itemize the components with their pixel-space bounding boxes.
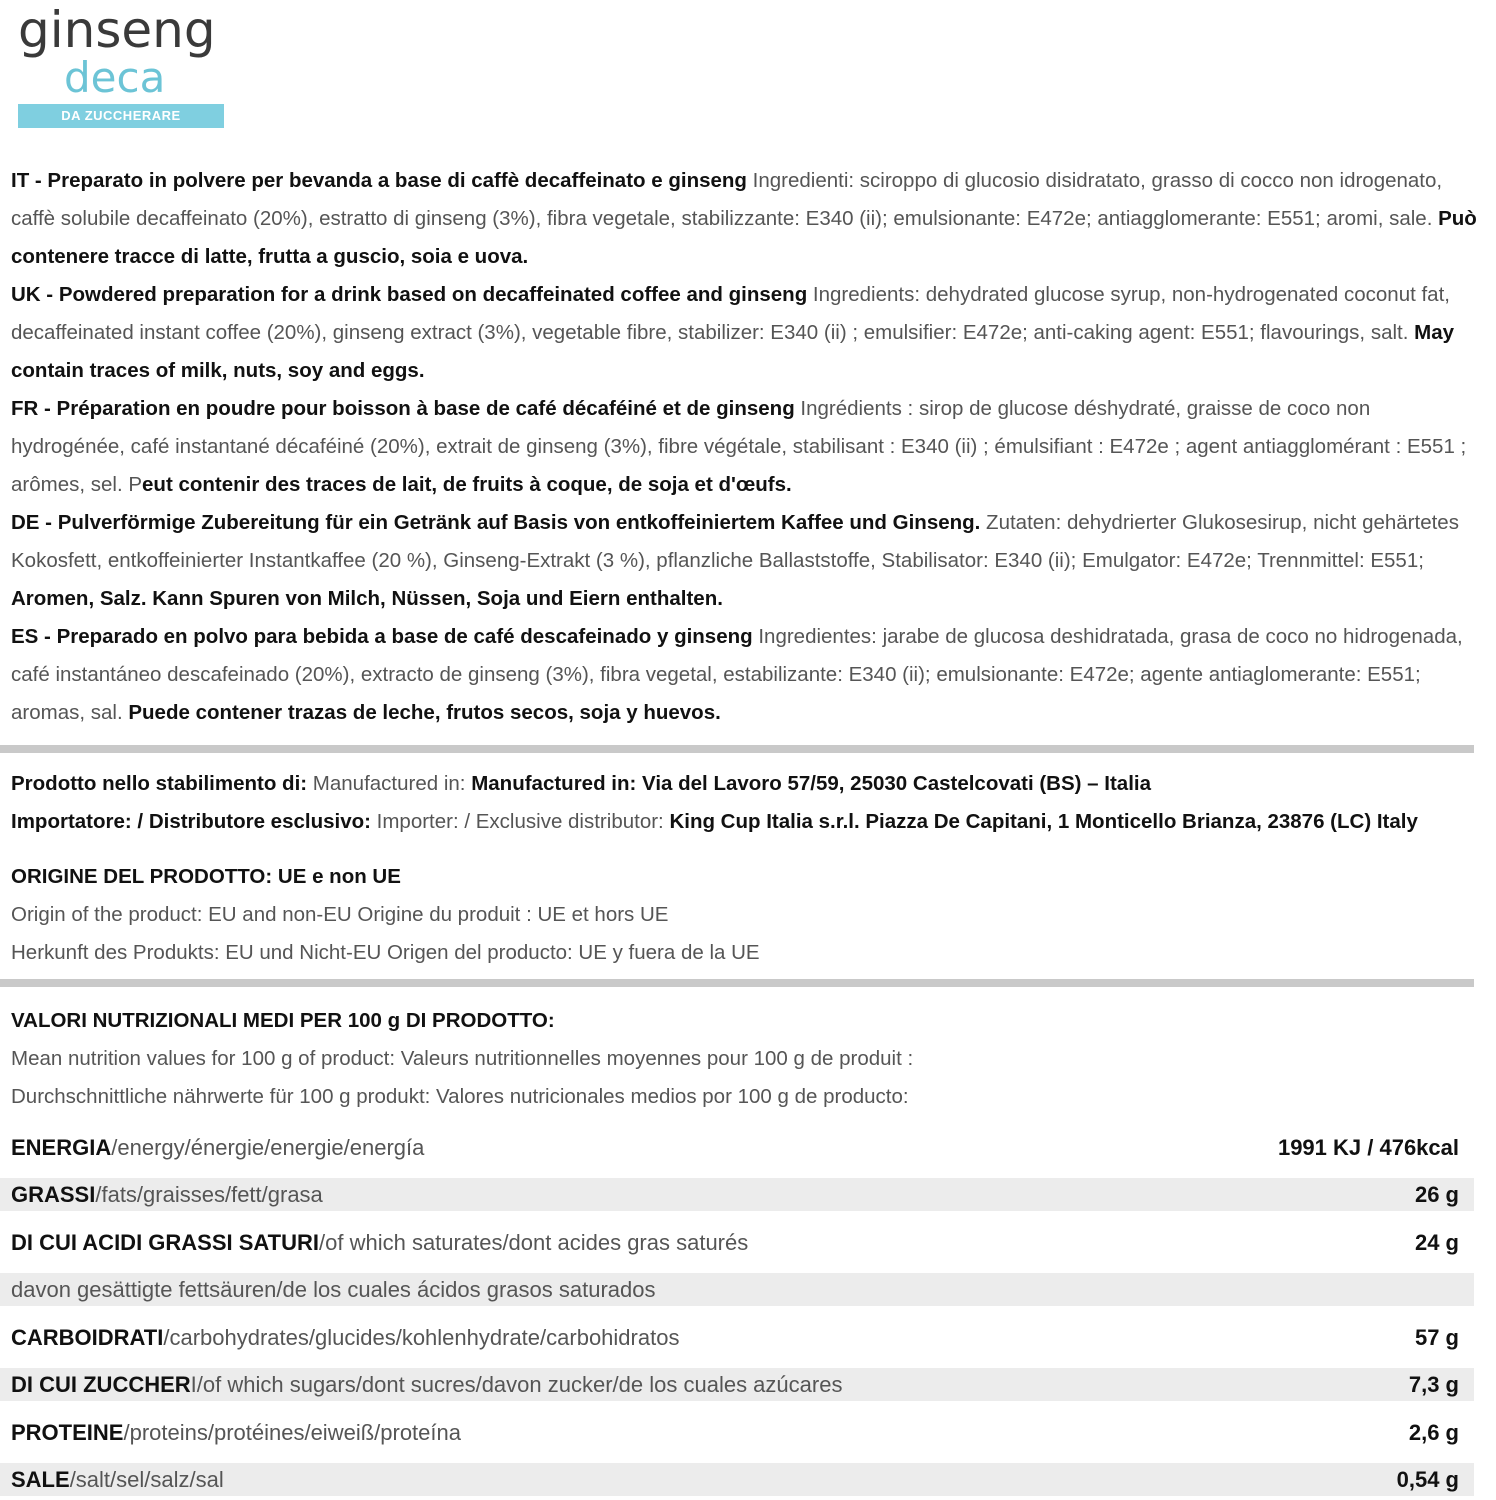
section-divider: [0, 979, 1474, 987]
manufacturer-address: Manufactured in: Via del Lavoro 57/59, 25030 Castelcovati (BS) – Italia: [471, 772, 1151, 795]
nutrient-translations: /salt/sel/salz/sal: [69, 1467, 224, 1492]
ingredients-es: [11, 618, 1488, 732]
ingredients-uk-title: UK - Powdered preparation for a drink based on decaffeinated coffee and ginseng: [11, 283, 808, 306]
ingredients-uk-list: Ingredients: dehydrated glucose syrup, non-hydrogenated coconut fat, decaffeinated instant coffee (20%), ginseng extract (3%), vegetable fibre, stabilizer: E340 (ii) ; emulsifier: E472e; anti-caking agent: E551; flavourings, salt.: [11, 283, 1450, 344]
ingredients-it: [11, 162, 1488, 276]
nutrition-subtitle-1: Mean nutrition values for 100 g of product: Valeurs nutritionnelles moyennes pour 100 g de produit :: [11, 1047, 914, 1070]
nutrient-value: 2,6 g: [1408, 1420, 1459, 1445]
nutrient-value: 0,54 g: [1396, 1467, 1459, 1492]
section-divider: [0, 745, 1474, 753]
manufacturer-label: Prodotto nello stabilimento di:: [11, 772, 308, 795]
nutrient-label: [11, 1321, 679, 1354]
nutrient-name: CARBOIDRATI: [11, 1325, 164, 1350]
nutrient-label: [11, 1131, 424, 1164]
logo-badge: DA ZUCCHERARE: [18, 104, 224, 128]
table-row: [0, 1131, 1474, 1164]
brand-logo: [18, 2, 228, 128]
nutrition-subtitle-2: Durchschnittliche nährwerte für 100 g produkt: Valores nutricionales medios por 100 g de producto:: [11, 1085, 909, 1108]
nutrient-value: 57 g: [1414, 1325, 1459, 1350]
ingredients-uk-allergens: May contain traces of milk, nuts, soy and eggs.: [11, 321, 1455, 382]
importer-label: Importatore: / Distributore esclusivo:: [11, 810, 371, 833]
nutrient-translations: /of which saturates/dont acides gras saturés: [319, 1230, 749, 1255]
manufacturer-section: [11, 765, 1488, 841]
logo-subtitle: deca: [64, 53, 166, 102]
nutrient-name: PROTEINE: [11, 1420, 124, 1445]
manufacturer-label-en: Manufactured in:: [307, 772, 472, 795]
table-row: [0, 1226, 1474, 1259]
ingredients-de-title: DE - Pulverförmige Zubereitung für ein Getränk auf Basis von entkoffeiniertem Kaffee und Ginseng.: [11, 511, 981, 534]
table-row: [0, 1463, 1474, 1496]
nutrition-title: [11, 1002, 1488, 1040]
origin-line-2: Herkunft des Produkts: EU und Nicht-EU Origen del producto: UE y fuera de la UE: [11, 941, 760, 964]
origin-title: [11, 858, 1488, 896]
nutrient-name: DI CUI ACIDI GRASSI SATURI: [11, 1230, 320, 1255]
nutrient-label: [11, 1226, 748, 1259]
ingredients-es-title: ES - Preparado en polvo para bebida a base de café descafeinado y ginseng: [11, 625, 753, 648]
nutrition-heading: [11, 1002, 1488, 1116]
ingredients-de-allergens: Aromen, Salz. Kann Spuren von Milch, Nüssen, Soja und Eiern enthalten.: [11, 587, 723, 610]
nutrient-label: [11, 1368, 842, 1401]
logo-title: ginseng: [18, 1, 216, 59]
table-row: [0, 1178, 1474, 1211]
ingredients-fr-list: Ingrédients : sirop de glucose déshydraté, graisse de coco non hydrogénée, café instantané décaféiné (20%), extrait de ginseng (3%), fibre végétale, stabilisant : E340 (ii) ; émulsifiant : E472e ; agent antiagglomérant : E551 ; arômes, sel. P: [11, 397, 1467, 496]
nutrient-label: [11, 1463, 224, 1496]
nutrient-label: [11, 1273, 656, 1306]
ingredients-it-title: IT - Preparato in polvere per bevanda a base di caffè decaffeinato e ginseng: [11, 169, 747, 192]
ingredients-es-list: Ingredientes: jarabe de glucosa deshidratada, grasa de coco no hidrogenada, café instantáneo descafeinado (20%), extracto de ginseng (3%), fibra vegetal, estabilizante: E340 (ii); emulsionante: E472e; agente antiaglomerante: E551; aromas, sal.: [11, 625, 1463, 724]
manufacturer-line: [11, 765, 1488, 803]
nutrient-label: [11, 1178, 323, 1211]
nutrient-translations: /carbohydrates/glucides/kohlenhydrate/carbohidratos: [163, 1325, 680, 1350]
table-row: [0, 1368, 1474, 1401]
nutrient-translations: /fats/graisses/fett/grasa: [95, 1182, 323, 1207]
nutrient-name: DI CUI ZUCCHER: [11, 1372, 191, 1397]
nutrition-title-text: VALORI NUTRIZIONALI MEDI PER 100 g DI PRODOTTO:: [11, 1009, 555, 1032]
nutrient-name: ENERGIA: [11, 1135, 112, 1160]
table-row: [0, 1416, 1474, 1449]
table-row: [0, 1321, 1474, 1354]
nutrient-value: 26 g: [1414, 1182, 1459, 1207]
nutrient-value: 1991 KJ / 476kcal: [1277, 1135, 1459, 1160]
importer-line: [11, 803, 1488, 841]
origin-line-1: Origin of the product: EU and non-EU Origine du produit : UE et hors UE: [11, 903, 669, 926]
importer-label-en: Importer: / Exclusive distributor:: [370, 810, 670, 833]
origin-title-text: ORIGINE DEL PRODOTTO: UE e non UE: [11, 865, 401, 888]
ingredients-de-list: Zutaten: dehydrierter Glukosesirup, nicht gehärtetes Kokosfett, entkoffeinierter Instantkaffee (20 %), Ginseng-Extrakt (3 %), pflanzliche Ballaststoffe, Stabilisator: E340 (ii); Emulgator: E472e; Trennmittel: E551;: [11, 511, 1459, 572]
ingredients-uk: [11, 276, 1488, 390]
nutrient-value: 7,3 g: [1408, 1372, 1459, 1397]
importer-address: King Cup Italia s.r.l. Piazza De Capitani, 1 Monticello Brianza, 23876 (LC) Italy: [669, 810, 1418, 833]
ingredients-fr-title: FR - Préparation en poudre pour boisson à base de café décaféiné et de ginseng: [11, 397, 795, 420]
nutrient-value: 24 g: [1414, 1230, 1459, 1255]
nutrient-translations: davon gesättigte fettsäuren/de los cuales ácidos grasos saturados: [11, 1277, 656, 1302]
ingredients-it-allergens: Può contenere tracce di latte, frutta a guscio, soia e uova.: [11, 207, 1477, 268]
nutrient-translations: /energy/énergie/energie/energía: [111, 1135, 425, 1160]
nutrient-name: GRASSI: [11, 1182, 96, 1207]
nutrient-name: SALE: [11, 1467, 70, 1492]
ingredients-section: [11, 162, 1488, 732]
ingredients-es-allergens: Puede contener trazas de leche, frutos secos, soja y huevos.: [128, 701, 721, 724]
ingredients-fr: [11, 390, 1488, 504]
nutrient-label: [11, 1416, 461, 1449]
ingredients-fr-allergens: eut contenir des traces de lait, de fruits à coque, de soja et d'œufs.: [142, 473, 792, 496]
ingredients-de: [11, 504, 1488, 618]
ingredients-it-list: Ingredienti: sciroppo di glucosio disidratato, grasso di cocco non idrogenato, caffè solubile decaffeinato (20%), estratto di ginseng (3%), fibra vegetale, stabilizzante: E340 (ii); emulsionante: E472e; antiagglomerante: E551; aromi, sale.: [11, 169, 1443, 230]
nutrient-translations: /proteins/protéines/eiweiß/proteína: [123, 1420, 461, 1445]
origin-section: [11, 858, 1488, 972]
nutrient-translations: I/of which sugars/dont sucres/davon zucker/de los cuales azúcares: [190, 1372, 843, 1397]
table-row: [0, 1273, 1474, 1306]
